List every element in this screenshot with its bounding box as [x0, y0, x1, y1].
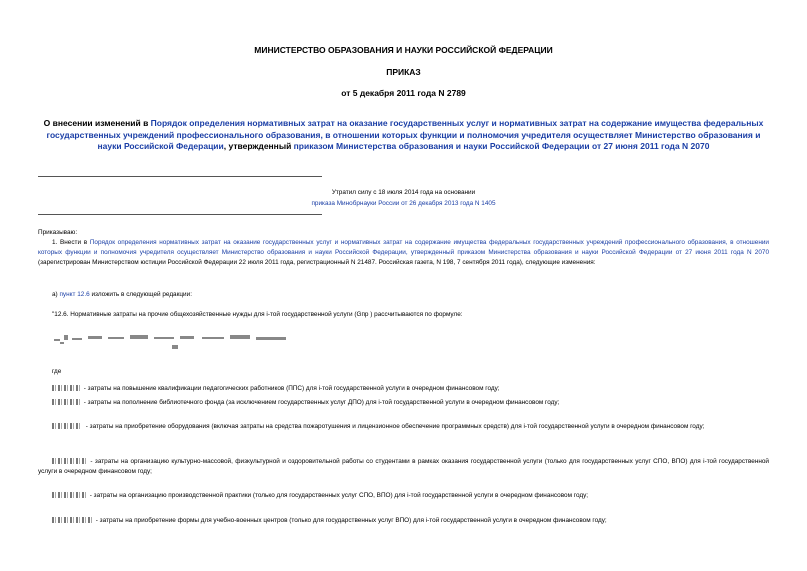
subitem-a-link[interactable]: пункт 12.6 — [59, 291, 90, 298]
status-link[interactable]: приказа Минобрнауки России от 26 декабря 2013 года N 1405 — [311, 200, 496, 207]
item-1-suffix: (зарегистрирован Министерством юстиции Российской Федерации 22 июля 2011 года, регистрационный N 21487. Российская газета, N 198, 7 сентября 2011 года), следующие изменения: — [38, 259, 596, 267]
definition-cultural-text: - затраты на организацию культурно-массовой, физкультурной и оздоровительной работы со студентами в рамках оказания государственной услуги (только для государственных услуг СПО, ВПО) для i-той государственной услуги в очередном финансовом году; — [38, 458, 769, 476]
title-text-1: О внесении изменений в — [43, 118, 151, 128]
where-label: где — [52, 368, 62, 375]
item-1-procedure-link[interactable]: Порядок определения нормативных затрат на оказание государственных услуг и нормативных затрат на содержание имущества федеральных государственных учреждений профессионального образования, в отношении которых функции и полномочия учредителя осуществляет Министерство образования и науки Российской Федерации, утвержденный приказом Министерства образования и науки Российской Федерации от 27 июня 2011 года N 2070 — [38, 239, 769, 257]
formula-variable-icon — [52, 492, 86, 498]
subitem-a — [52, 290, 769, 300]
document-date-number: от 5 декабря 2011 года N 2789 — [341, 88, 466, 98]
formula-variable-icon — [52, 458, 86, 464]
formula-variable-icon — [52, 399, 80, 405]
definition-uniform — [52, 516, 769, 526]
definition-pps-text: - затраты на повышение квалификации педагогических работников (ППС) для i-той государственной услуги в очередном финансовом году; — [82, 385, 500, 392]
document-type: ПРИКАЗ — [386, 67, 421, 77]
item-1-prefix: 1. Внести в — [52, 239, 90, 246]
definition-pps — [52, 384, 769, 394]
status-line: Утратил силу с 18 июля 2014 года на основании — [331, 189, 476, 196]
divider-bottom — [38, 214, 322, 215]
title-text-2: , утвержденный — [223, 141, 294, 151]
formula-image — [52, 331, 292, 353]
intro-text: Приказываю: — [38, 229, 78, 236]
definition-practice-text: - затраты на организацию производственной практики (только для государственных услуг СПО, ВПО) для i-той государственной услуги в очередном финансовом году; — [88, 492, 589, 499]
subitem-a-prefix: а) — [52, 291, 60, 298]
paragraph-12-6: "12.6. Нормативные затраты на прочие общехозяйственные нужды для i-той государственной услуги (Gпр ) рассчитываются по формуле: — [52, 311, 463, 318]
title-link-order[interactable]: приказом Министерства образования и науки Российской Федерации от 27 июня 2011 года N 2070 — [293, 141, 710, 151]
formula-variable-icon — [52, 423, 82, 429]
divider-top — [38, 176, 322, 177]
definition-library-text: - затраты на пополнение библиотечного фонда (за исключением государственных услуг ДПО) для i-той государственной услуги в очередном финансовом году; — [82, 399, 560, 406]
title-link-procedure[interactable]: Порядок определения нормативных затрат на оказание государственных услуг и нормативных затрат на содержание имущества федеральных государственных учреждений профессионального образования, в отношении которых функции и полномочия учредителя осуществляет Министерство образования и науки Российской Федерации — [46, 118, 764, 151]
definition-uniform-text: - затраты на приобретение формы для учебно-военных центров (только для государственных услуг ВПО) для i-той государственной услуги в очередном финансовом году; — [94, 517, 607, 524]
formula-variable-icon — [52, 517, 92, 523]
formula-variable-icon — [52, 385, 80, 391]
definition-practice — [52, 491, 769, 501]
definition-equipment — [38, 422, 769, 432]
ministry-heading: МИНИСТЕРСТВО ОБРАЗОВАНИЯ И НАУКИ РОССИЙСКОЙ ФЕДЕРАЦИИ — [254, 45, 553, 55]
item-1 — [38, 238, 769, 269]
subitem-a-suffix: изложить в следующей редакции: — [89, 291, 192, 298]
definition-library — [52, 398, 769, 408]
document-title — [38, 118, 769, 153]
definition-equipment-text: - затраты на приобретение оборудования (включая затраты на средства пожаротушения и лицензионное обеспечение программных средств) для i-той государственной услуги в очередном финансовом году; — [84, 423, 705, 430]
definition-cultural — [38, 457, 769, 477]
